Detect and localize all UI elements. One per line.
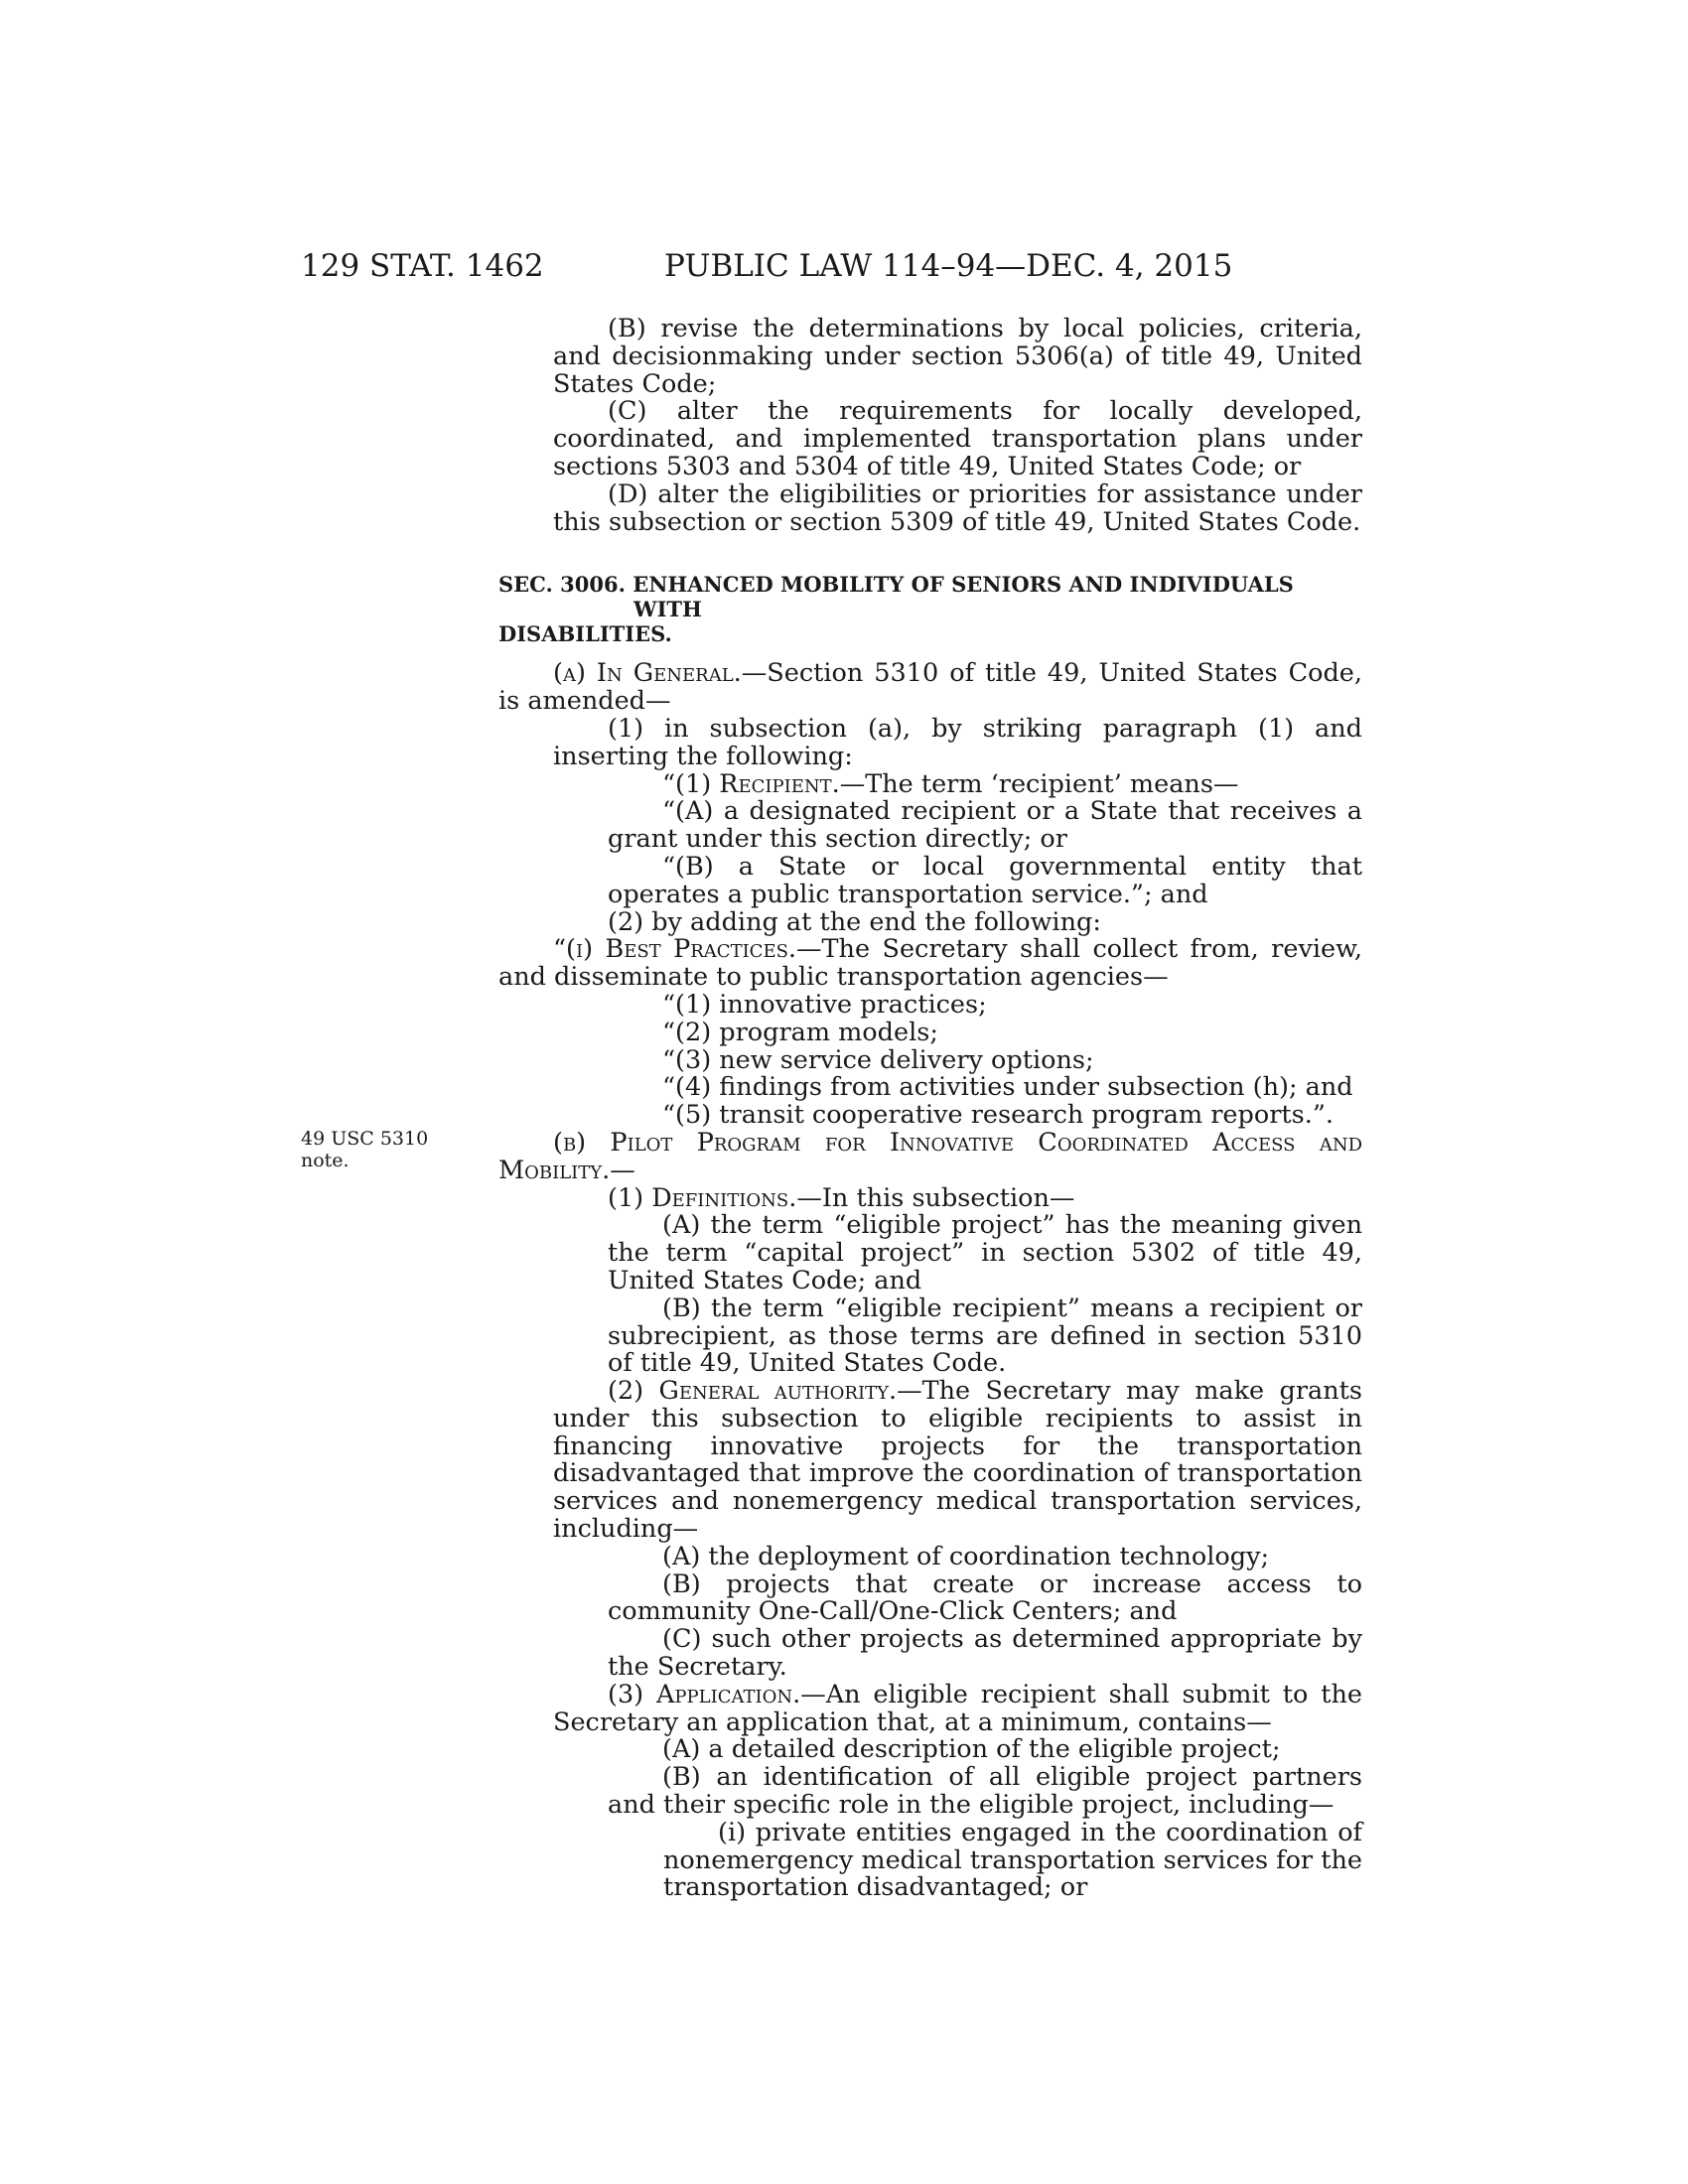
application-a: (A) a detailed description of the eligible project; [662,1734,1281,1765]
section-heading-line2: DISABILITIES. [498,621,672,647]
best-practices [498,936,1362,992]
recipient-heading: “(1) Recipient. [662,768,840,799]
recipient-b: “(B) a State or local governmental entity that operates a public transportation service.”; and [608,851,1362,909]
clause-b: (B) revise the determinations by local policies, criteria, and decisionmaking under section 5306(a) of title 49, United States Code; [553,314,1362,399]
subsection-b-heading: (b) Pilot Program for Innovative Coordinated Access and Mobility. [498,1127,1362,1185]
best-practices-item-1: “(1) innovative practices; [662,989,987,1020]
margin-note-label: note. [301,1150,350,1171]
subsection-a [498,660,1362,716]
best-practices-text: —The Secretary shall collect from, review, and disseminate to public transportation agencies— [498,934,1362,993]
general-authority-c: (C) such other projects as determined appropriate by the Secretary. [608,1624,1362,1683]
best-practices-heading: “(i) Best Practices. [553,934,797,965]
general-authority-heading: (2) General authority. [608,1376,898,1407]
application-heading: (3) Application. [608,1679,801,1709]
recipient-a: “(A) a designated recipient or a State that receives a grant under this section directly; or [608,796,1362,855]
paragraph-a2: (2) by adding at the end the following: [608,906,1101,937]
definitions-heading: (1) Definitions. [608,1182,797,1213]
best-practices-item-4: “(4) findings from activities under subsection (h); and [662,1072,1353,1103]
section-heading-line1: SEC. 3006. ENHANCED MOBILITY OF SENIORS AND INDIVIDUALS WITH [498,572,1294,622]
application [498,1679,1362,1737]
best-practices-item-5: “(5) transit cooperative research program reports.”. [662,1100,1334,1131]
best-practices-item-2: “(2) program models; [662,1017,938,1047]
general-authority-text: —The Secretary may make grants under this subsection to eligible recipients to assist in financing innovative projects for the transportation disadvantaged that improve the coordination of transportation services and nonemergency medical transportation services, including— [553,1376,1362,1545]
document-body [498,316,1362,1902]
section-heading [498,572,1362,646]
clause-c: (C) alter the requirements for locally developed, coordinated, and implemented transportation plans under sections 5303 and 5304 of title 49, United States Code; or [553,396,1362,481]
general-authority [498,1378,1362,1544]
definitions [498,1182,1362,1213]
margin-note [301,1128,428,1171]
definitions-text: —In this subsection— [796,1182,1075,1213]
page-stat-number: 129 STAT. 1462 [301,248,544,284]
definition-eligible-project: (A) the term “eligible project” has the meaning given the term “capital project” in section 5302 of title 49, United States Code; and [608,1210,1362,1296]
application-b-i: (i) private entities engaged in the coordination of nonemergency medical transportation services for the transportation disadvantaged; or [663,1817,1362,1903]
general-authority-a: (A) the deployment of coordination technology; [662,1541,1270,1571]
subsection-b [498,1127,1362,1185]
running-header: PUBLIC LAW 114–94—DEC. 4, 2015 [664,248,1233,284]
general-authority-b: (B) projects that create or increase access to community One-Call/One-Click Centers; and [608,1569,1362,1627]
application-b: (B) an identification of all eligible project partners and their specific role in the eligible project, including— [608,1762,1362,1821]
best-practices-item-3: “(3) new service delivery options; [662,1044,1094,1075]
application-text: —An eligible recipient shall submit to the Secretary an application that, at a minimum, contains— [553,1679,1362,1737]
margin-note-citation: 49 USC 5310 [301,1128,429,1150]
paragraph-a1: (1) in subsection (a), by striking paragraph (1) and inserting the following: [553,713,1362,771]
definition-eligible-recipient: (B) the term “eligible recipient” means a recipient or subrecipient, as those terms are defined in section 5310 of title 49, United States Code. [608,1293,1362,1379]
recipient-text: —The term ‘recipient’ means— [839,768,1239,799]
recipient-definition [498,768,1362,799]
clause-d: (D) alter the eligibilities or priorities for assistance under this subsection or section 5309 of title 49, United States Code. [553,478,1362,537]
subsection-b-dash: — [610,1155,635,1185]
subsection-a-heading: (a) In General. [553,658,742,689]
subsection-a-text: —Section 5310 of title 49, United States Code, is amended— [498,658,1362,717]
